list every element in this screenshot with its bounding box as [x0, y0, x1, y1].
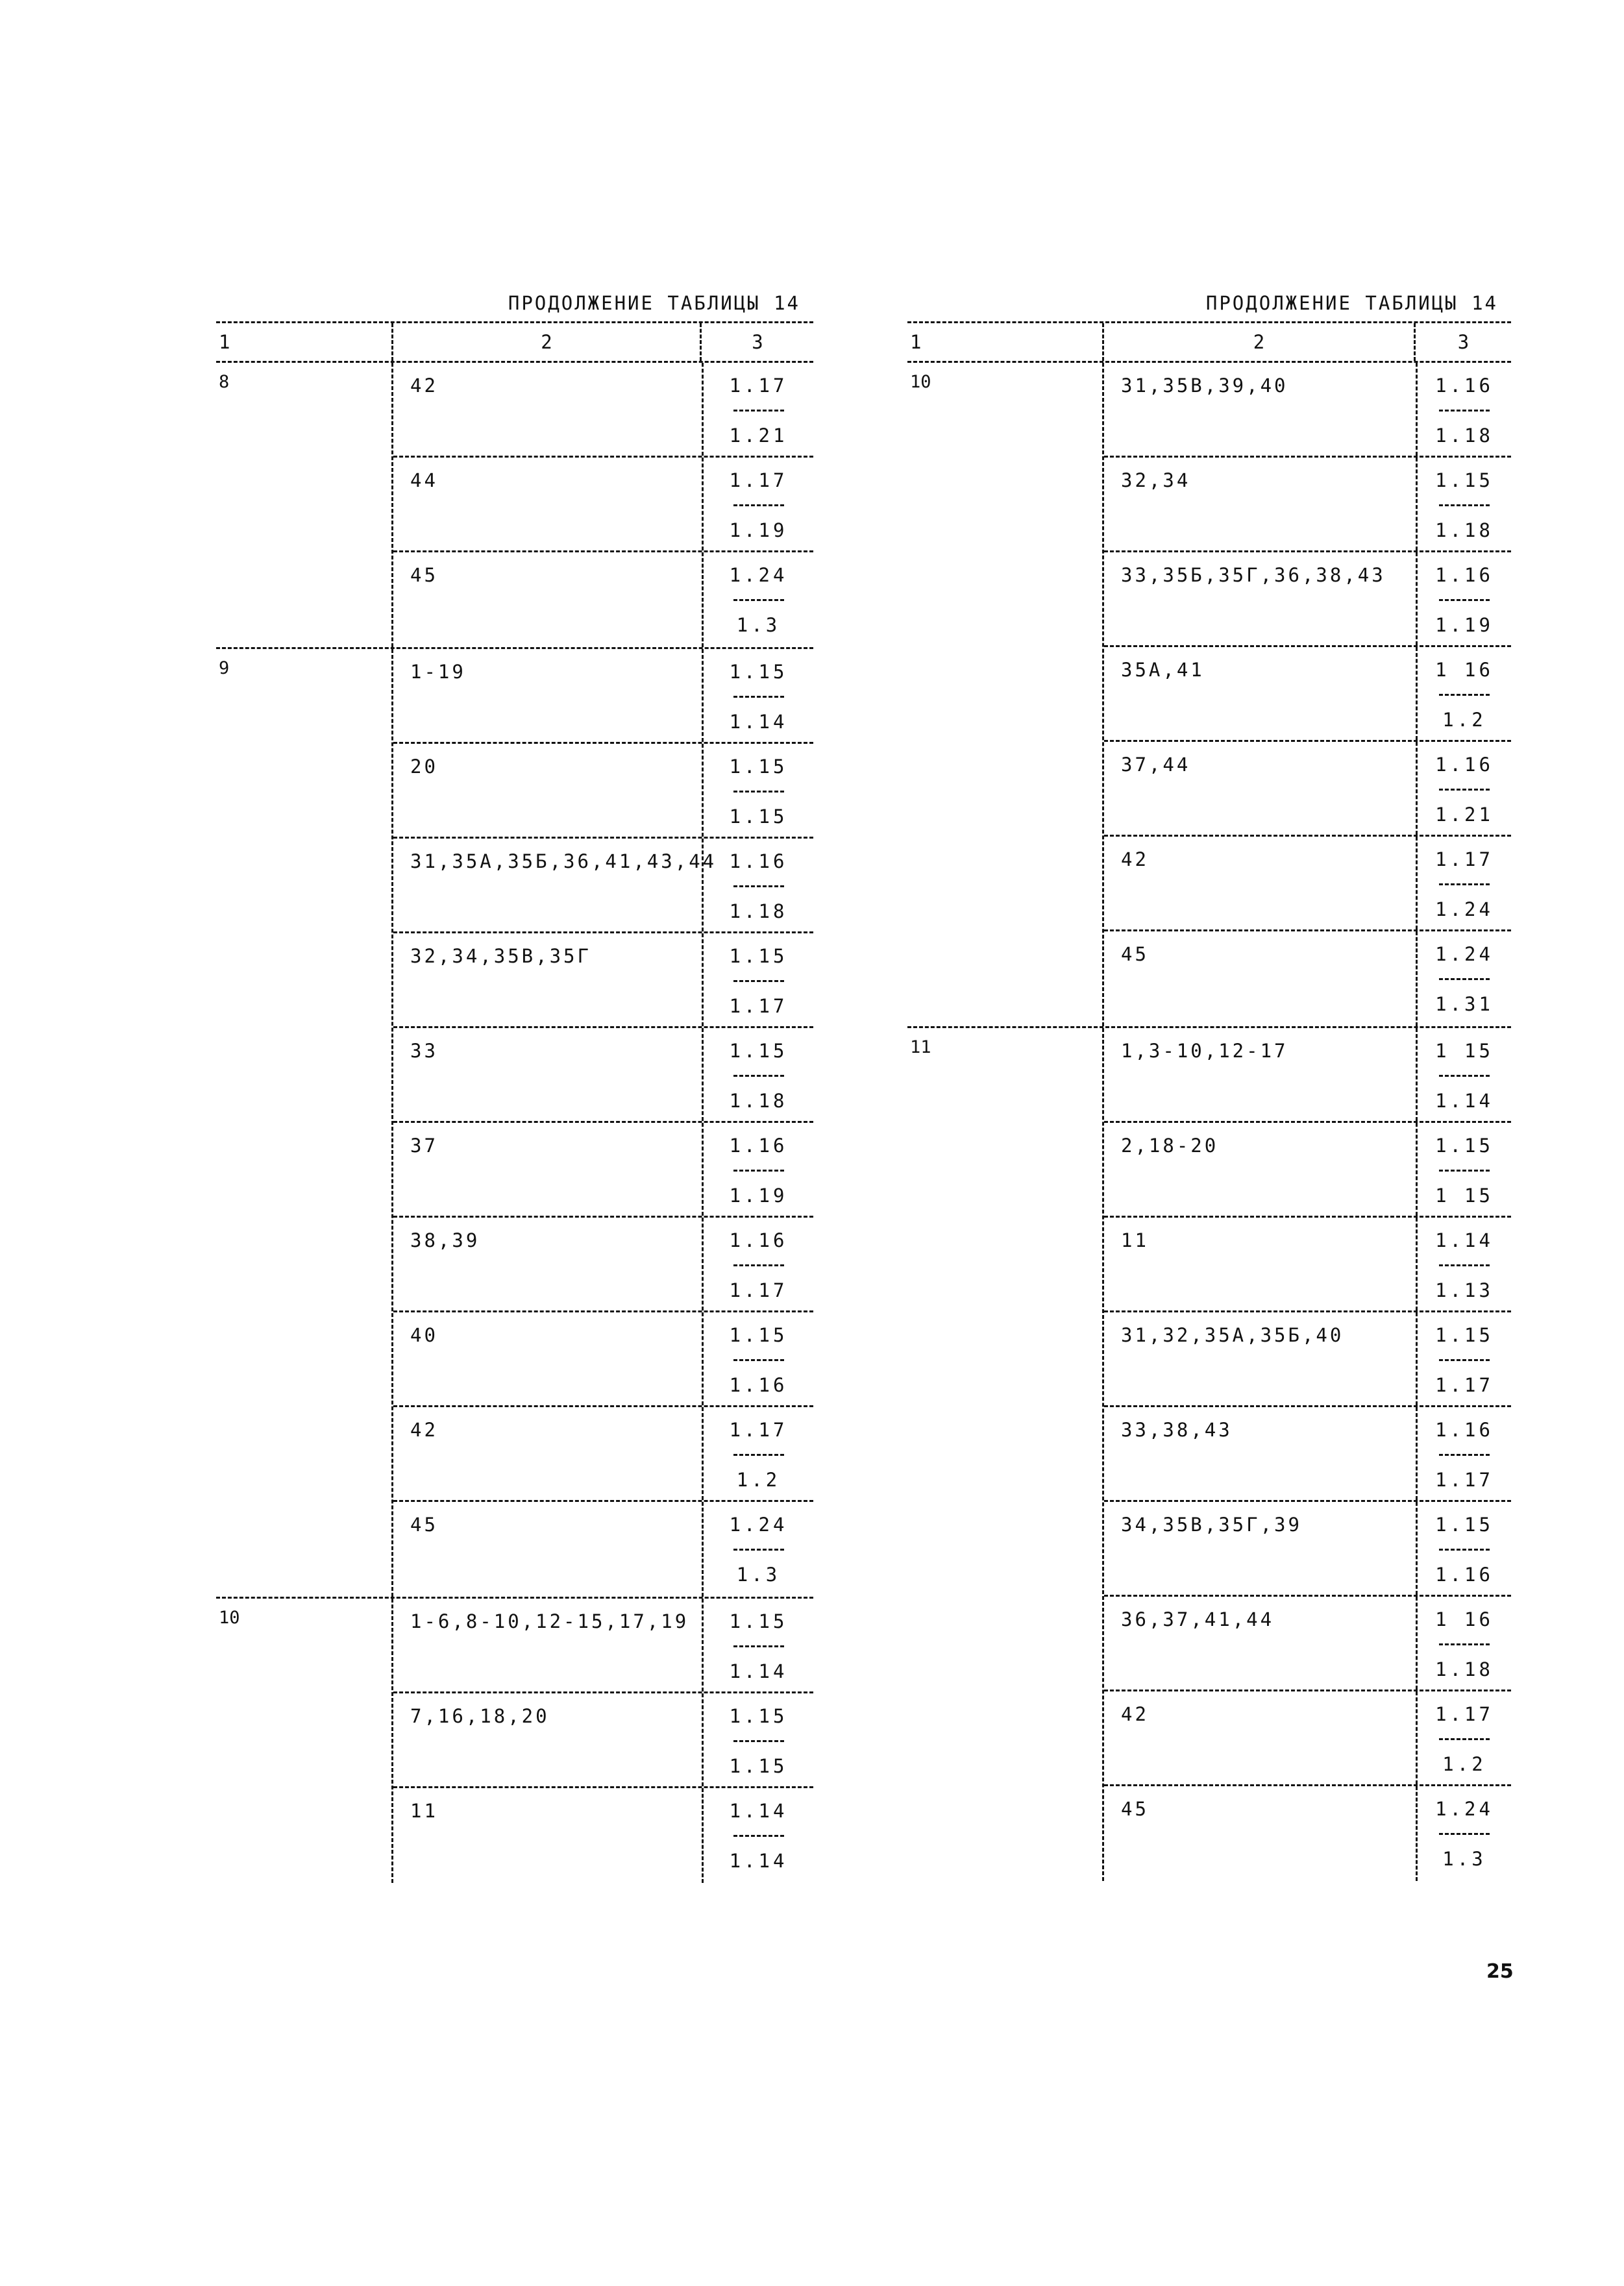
table-row — [1104, 1312, 1511, 1407]
coefficient-cell — [702, 1788, 813, 1883]
denominator-value: 1.18 — [729, 900, 788, 922]
denominator-value: 1.21 — [1435, 804, 1494, 826]
coefficient-cell — [702, 649, 813, 742]
coefficient-cell — [1416, 1786, 1511, 1881]
column-header: 3 — [700, 323, 813, 361]
denominator-value: 1.3 — [736, 614, 781, 636]
coefficient-cell — [702, 1123, 813, 1216]
fraction-bar — [733, 1454, 784, 1456]
numerator-value: 1 15 — [1435, 1040, 1494, 1062]
coefficient-cell — [1416, 837, 1511, 929]
fraction-bar — [733, 1359, 784, 1361]
numerator-value: 1.15 — [729, 945, 788, 967]
group-rows — [1102, 363, 1511, 1026]
coefficient-cell — [1416, 1218, 1511, 1310]
table-group — [907, 363, 1511, 1028]
table-row — [393, 363, 813, 458]
item-numbers-cell: 31,32,35А,35Б,40 — [1121, 1324, 1344, 1346]
fraction-bar — [733, 504, 784, 506]
coefficient-cell — [702, 1407, 813, 1500]
fraction-bar — [733, 980, 784, 982]
coefficient-cell — [702, 1028, 813, 1121]
numerator-value: 1.15 — [729, 1705, 788, 1727]
item-numbers-cell: 44 — [410, 469, 438, 491]
table-row — [1104, 931, 1511, 1026]
denominator-value: 1.2 — [1442, 1753, 1486, 1775]
item-numbers-cell: 45 — [410, 564, 438, 586]
fraction-bar — [1439, 504, 1490, 506]
group-rows — [391, 649, 813, 1597]
fraction-bar — [733, 599, 784, 601]
table-row — [1104, 1502, 1511, 1597]
fraction-bar — [1439, 1264, 1490, 1266]
table-body — [907, 363, 1511, 1881]
coefficient-cell — [702, 744, 813, 837]
numerator-value: 1.24 — [729, 1514, 788, 1536]
item-numbers-cell: 2,18-20 — [1121, 1135, 1219, 1157]
coefficient-cell — [702, 1218, 813, 1310]
coefficient-cell — [1416, 1123, 1511, 1216]
item-numbers-cell: 33,35Б,35Г,36,38,43 — [1121, 564, 1386, 586]
numerator-value: 1.17 — [1435, 848, 1494, 870]
fraction-bar — [1439, 694, 1490, 696]
coefficient-cell — [1416, 647, 1511, 740]
coefficient-cell — [1416, 552, 1511, 645]
table-group — [216, 649, 813, 1599]
fraction-bar — [733, 696, 784, 698]
numerator-value: 1 16 — [1435, 1608, 1494, 1630]
coefficient-cell — [702, 552, 813, 647]
item-numbers-cell: 31,35В,39,40 — [1121, 375, 1288, 397]
denominator-value: 1.15 — [729, 805, 788, 828]
denominator-value: 1.14 — [729, 1660, 788, 1682]
item-numbers-cell: 37 — [410, 1135, 438, 1157]
column-header: 3 — [1414, 323, 1511, 361]
numerator-value: 1.15 — [1435, 1514, 1494, 1536]
fraction-bar — [1439, 1738, 1490, 1740]
coefficient-cell — [702, 1599, 813, 1691]
denominator-value: 1.18 — [1435, 424, 1494, 447]
coefficient-cell — [1416, 931, 1511, 1026]
item-numbers-cell: 1-6,8-10,12-15,17,19 — [410, 1610, 689, 1632]
item-numbers-cell: 38,39 — [410, 1229, 480, 1251]
numerator-value: 1.14 — [729, 1800, 788, 1822]
coefficient-cell — [702, 839, 813, 931]
item-numbers-cell: 33 — [410, 1040, 438, 1062]
table-row — [393, 1788, 813, 1883]
fraction-bar — [733, 1835, 784, 1837]
fraction-bar — [733, 1170, 784, 1172]
table-row — [1104, 1123, 1511, 1218]
item-numbers-cell: 20 — [410, 756, 438, 778]
fraction-bar — [733, 1740, 784, 1742]
group-number: 8 — [219, 372, 230, 392]
fraction-bar — [1439, 1170, 1490, 1172]
denominator-value: 1.14 — [729, 1850, 788, 1872]
item-numbers-cell: 7,16,18,20 — [410, 1705, 550, 1727]
fraction-bar — [1439, 1454, 1490, 1456]
numerator-value: 1.24 — [729, 564, 788, 586]
denominator-value: 1.16 — [729, 1374, 788, 1396]
fraction-bar — [1439, 410, 1490, 412]
denominator-value: 1.16 — [1435, 1564, 1494, 1586]
page-number: 25 — [1486, 1960, 1514, 1983]
group-rows — [391, 363, 813, 647]
coefficient-cell — [1416, 1312, 1511, 1405]
item-numbers-cell: 42 — [1121, 848, 1149, 870]
column-header: 1 — [219, 331, 230, 353]
table-row — [393, 1123, 813, 1218]
fraction-bar — [1439, 1359, 1490, 1361]
coefficient-cell — [702, 1312, 813, 1405]
group-rows — [1102, 1028, 1511, 1881]
table-row — [1104, 1218, 1511, 1312]
numerator-value: 1.15 — [1435, 1324, 1494, 1346]
numerator-value: 1.15 — [1435, 469, 1494, 491]
fraction-bar — [1439, 1075, 1490, 1077]
item-numbers-cell: 45 — [1121, 943, 1149, 965]
denominator-value: 1.18 — [1435, 519, 1494, 541]
table-row — [1104, 458, 1511, 552]
table-row — [1104, 363, 1511, 458]
coefficient-cell — [1416, 1691, 1511, 1784]
fraction-bar — [1439, 978, 1490, 980]
table-header — [907, 323, 1511, 363]
item-numbers-cell: 32,34,35В,35Г — [410, 945, 591, 967]
table-row — [1104, 647, 1511, 742]
item-numbers-cell: 35А,41 — [1121, 659, 1205, 681]
table-row — [393, 744, 813, 839]
item-numbers-cell: 37,44 — [1121, 754, 1191, 776]
numerator-value: 1.16 — [1435, 754, 1494, 776]
table-row — [393, 458, 813, 552]
table-row — [393, 933, 813, 1028]
denominator-value: 1.17 — [729, 1279, 788, 1301]
numerator-value: 1.16 — [1435, 375, 1494, 397]
denominator-value: 1.14 — [729, 711, 788, 733]
numerator-value: 1.15 — [729, 1610, 788, 1632]
fraction-bar — [1439, 1549, 1490, 1551]
table-row — [393, 1407, 813, 1502]
item-numbers-cell: 42 — [410, 375, 438, 397]
fraction-bar — [733, 885, 784, 887]
denominator-value: 1.18 — [1435, 1658, 1494, 1680]
denominator-value: 1.31 — [1435, 993, 1494, 1015]
numerator-value: 1.16 — [729, 1135, 788, 1157]
coefficient-cell — [1416, 742, 1511, 835]
table-caption: ПРОДОЛЖЕНИЕ ТАБЛИЦЫ 14 — [1205, 292, 1498, 314]
item-numbers-cell: 42 — [410, 1419, 438, 1441]
column-header: 2 — [391, 323, 700, 361]
table-row — [393, 1312, 813, 1407]
table-group — [907, 1028, 1511, 1881]
denominator-value: 1.19 — [1435, 614, 1494, 636]
numerator-value: 1.16 — [1435, 1419, 1494, 1441]
left-table — [216, 289, 813, 1883]
item-numbers-cell: 31,35А,35Б,36,41,43,44 — [410, 850, 717, 872]
numerator-value: 1.17 — [729, 1419, 788, 1441]
coefficient-cell — [702, 933, 813, 1026]
numerator-value: 1.15 — [729, 1324, 788, 1346]
fraction-bar — [1439, 883, 1490, 885]
fraction-bar — [1439, 1833, 1490, 1835]
table-row — [1104, 1786, 1511, 1881]
coefficient-cell — [702, 1502, 813, 1597]
item-numbers-cell: 36,37,41,44 — [1121, 1608, 1275, 1630]
table-group — [216, 1599, 813, 1883]
item-numbers-cell: 45 — [410, 1514, 438, 1536]
coefficient-cell — [702, 458, 813, 550]
numerator-value: 1.24 — [1435, 943, 1494, 965]
table-row — [393, 552, 813, 647]
group-number: 10 — [910, 372, 931, 392]
group-rows — [391, 1599, 813, 1883]
item-numbers-cell: 32,34 — [1121, 469, 1191, 491]
numerator-value: 1.16 — [729, 1229, 788, 1251]
item-numbers-cell: 34,35В,35Г,39 — [1121, 1514, 1302, 1536]
denominator-value: 1.19 — [729, 519, 788, 541]
table-row — [1104, 1597, 1511, 1691]
numerator-value: 1.15 — [729, 661, 788, 683]
fraction-bar — [733, 1264, 784, 1266]
fraction-bar — [733, 1645, 784, 1647]
denominator-value: 1.15 — [729, 1755, 788, 1777]
denominator-value: 1.18 — [729, 1090, 788, 1112]
table-row — [393, 1218, 813, 1312]
denominator-value: 1.13 — [1435, 1279, 1494, 1301]
numerator-value: 1.15 — [729, 756, 788, 778]
coefficient-cell — [1416, 1407, 1511, 1500]
denominator-value: 1.24 — [1435, 898, 1494, 920]
numerator-value: 1.16 — [729, 850, 788, 872]
table-row — [1104, 1407, 1511, 1502]
table-row — [393, 1028, 813, 1123]
numerator-value: 1.17 — [1435, 1703, 1494, 1725]
coefficient-cell — [1416, 363, 1511, 456]
fraction-bar — [733, 410, 784, 412]
denominator-value: 1.17 — [729, 995, 788, 1017]
table-row — [393, 649, 813, 744]
denominator-value: 1.14 — [1435, 1090, 1494, 1112]
group-number: 10 — [219, 1608, 240, 1628]
denominator-value: 1.3 — [1442, 1848, 1486, 1870]
fraction-bar — [733, 791, 784, 793]
group-number: 11 — [910, 1037, 931, 1057]
numerator-value: 1.17 — [729, 375, 788, 397]
table-header — [216, 323, 813, 363]
item-numbers-cell: 40 — [410, 1324, 438, 1346]
fraction-bar — [1439, 1643, 1490, 1645]
denominator-value: 1.21 — [729, 424, 788, 447]
fraction-bar — [733, 1075, 784, 1077]
right-table — [907, 289, 1511, 1881]
group-number: 9 — [219, 658, 230, 678]
denominator-value: 1.19 — [729, 1185, 788, 1207]
denominator-value: 1.3 — [736, 1564, 781, 1586]
item-numbers-cell: 11 — [1121, 1229, 1149, 1251]
item-numbers-cell: 42 — [1121, 1703, 1149, 1725]
item-numbers-cell: 33,38,43 — [1121, 1419, 1233, 1441]
table-row — [1104, 742, 1511, 837]
denominator-value: 1.2 — [736, 1469, 781, 1491]
item-numbers-cell: 1-19 — [410, 661, 466, 683]
table-group — [216, 363, 813, 649]
numerator-value: 1.15 — [729, 1040, 788, 1062]
coefficient-cell — [702, 363, 813, 456]
column-header: 2 — [1102, 323, 1414, 361]
numerator-value: 1.17 — [729, 469, 788, 491]
fraction-bar — [733, 1549, 784, 1551]
fraction-bar — [1439, 789, 1490, 791]
table-row — [1104, 837, 1511, 931]
table-caption: ПРОДОЛЖЕНИЕ ТАБЛИЦЫ 14 — [508, 292, 800, 314]
coefficient-cell — [1416, 1502, 1511, 1595]
coefficient-cell — [1416, 1028, 1511, 1121]
denominator-value: 1.17 — [1435, 1469, 1494, 1491]
table-body — [216, 363, 813, 1883]
table-row — [393, 1599, 813, 1693]
table-row — [1104, 552, 1511, 647]
numerator-value: 1 16 — [1435, 659, 1494, 681]
column-header: 1 — [910, 331, 922, 353]
item-numbers-cell: 11 — [410, 1800, 438, 1822]
numerator-value: 1.14 — [1435, 1229, 1494, 1251]
numerator-value: 1.24 — [1435, 1798, 1494, 1820]
denominator-value: 1.2 — [1442, 709, 1486, 731]
numerator-value: 1.15 — [1435, 1135, 1494, 1157]
table-row — [1104, 1691, 1511, 1786]
table-row — [1104, 1028, 1511, 1123]
coefficient-cell — [1416, 458, 1511, 550]
numerator-value: 1.16 — [1435, 564, 1494, 586]
denominator-value: 1.17 — [1435, 1374, 1494, 1396]
fraction-bar — [1439, 599, 1490, 601]
table-row — [393, 839, 813, 933]
table-row — [393, 1502, 813, 1597]
item-numbers-cell: 45 — [1121, 1798, 1149, 1820]
denominator-value: 1 15 — [1435, 1185, 1494, 1207]
item-numbers-cell: 1,3-10,12-17 — [1121, 1040, 1288, 1062]
coefficient-cell — [1416, 1597, 1511, 1690]
table-row — [393, 1693, 813, 1788]
coefficient-cell — [702, 1693, 813, 1786]
